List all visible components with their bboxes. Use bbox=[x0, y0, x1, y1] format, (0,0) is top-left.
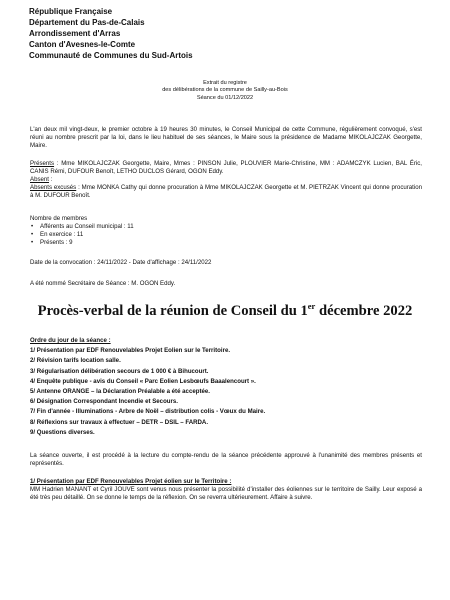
opening-paragraph: La séance ouverte, il est procédé à la lecture du compte-rendu de la séance précédente approuvé à l'unanimité des membres présents et représentés. bbox=[30, 452, 422, 468]
list-item: • Présents : 9 bbox=[30, 239, 422, 247]
members-title: Nombre de membres bbox=[30, 215, 88, 222]
section-1 bbox=[30, 478, 422, 502]
absent-text: : bbox=[48, 176, 53, 184]
section-1-text: MM Hadrien MANANT et Cyril JOUVE sont venus nous présenter la possibilité d'installer des éoliennes sur le territoire de Sailly. Leur exposé a été très peu détaillé. On se donne le temps de la réflexion. On se reverra ultérieurement. Affaire à suivre. bbox=[30, 486, 422, 502]
title-end: décembre 2022 bbox=[315, 303, 413, 319]
presents-line bbox=[30, 160, 422, 176]
presents-label: Présents bbox=[30, 160, 55, 167]
agenda-item: 4/ Enquête publique - avis du Conseil « Parc Eolien Lesbœufs Baaalencourt ». bbox=[30, 377, 256, 385]
agenda-heading: Ordre du jour de la séance : bbox=[30, 337, 111, 344]
dates-line: Date de la convocation : 24/11/2022 - Date d'affichage : 24/11/2022 bbox=[30, 259, 212, 266]
attendance-block bbox=[30, 160, 422, 200]
members-list bbox=[30, 223, 422, 247]
excuses-line bbox=[30, 184, 422, 200]
extract-line: Extrait du registre bbox=[203, 80, 247, 86]
secretary-line: A été nommé Secrétaire de Séance : M. OGON Eddy. bbox=[30, 280, 176, 287]
presents-text: : Mme MIKOLAJCZAK Georgette, Maire, Mmes : PINSON Julie, PLOUVIER Marie-Christine, MM : ADAMCZYK Lucien, BAL Éric, CANIS Rémi, DUFOUR Benoît, LETHO DUCLOS Gérard, OGON Eddy. bbox=[30, 160, 422, 176]
agenda-block bbox=[30, 336, 265, 438]
absent-line bbox=[30, 176, 422, 184]
title-main: Procès-verbal de la réunion de Conseil du 1 bbox=[37, 303, 308, 319]
excuses-text: : Mme MONKA Cathy qui donne procuration à Mme MIKOLAJCZAK Georgette et M. PIETRZAK Vincent qui donne procuration à M. DUFOUR Benoît. bbox=[30, 184, 423, 200]
extract-line: Séance du 01/12/2022 bbox=[196, 94, 254, 101]
absent-label: Absent bbox=[30, 176, 49, 184]
excuses-label: Absents excusés bbox=[30, 184, 77, 192]
document-header bbox=[29, 6, 193, 61]
agenda-item: 7/ Fin d'année - Illuminations - Arbre de Noël – distribution colis - Vœux du Maire. bbox=[30, 408, 266, 416]
list-item: • En exercice : 11 bbox=[30, 231, 422, 239]
members-block bbox=[30, 215, 422, 247]
agenda-item: 6/ Désignation Correspondant Incendie et Secours. bbox=[30, 398, 178, 406]
header-line: Arrondissement d'Arras bbox=[29, 29, 121, 38]
agenda-item: 8/ Réflexions sur travaux à effectuer – DETR – DSIL – FARDA. bbox=[30, 418, 209, 426]
header-line: République Française bbox=[29, 7, 113, 16]
agenda-item: 2/ Révision tarifs location salle. bbox=[30, 357, 121, 365]
agenda-item: 5/ Antenne ORANGE – la Déclaration Préalable a été acceptée. bbox=[30, 388, 210, 396]
extract-line: des délibérations de la commune de Sailly-au-Bois bbox=[162, 87, 288, 94]
header-line: Département du Pas-de-Calais bbox=[29, 18, 145, 27]
header-line: Communauté de Communes du Sud-Artois bbox=[29, 51, 193, 60]
agenda-item: 9/ Questions diverses. bbox=[30, 428, 95, 436]
page-title bbox=[0, 302, 450, 320]
header-line: Canton d'Avesnes-le-Comte bbox=[29, 40, 136, 49]
register-extract bbox=[0, 80, 450, 102]
intro-paragraph: L'an deux mil vingt-deux, le premier octobre à 19 heures 30 minutes, le Conseil Municipal de cette Commune, régulièrement convoqué, s'est réuni au nombre prescrit par la loi, dans le lieu habituel de ses séances, le Maire sous la présidence de Madame MIKOLAJCZAK Georgette, Maire. bbox=[30, 126, 422, 150]
list-item: • Afférents au Conseil municipal : 11 bbox=[30, 223, 422, 231]
agenda-item: 1/ Présentation par EDF Renouvelables Projet Eolien sur le Territoire. bbox=[30, 347, 231, 355]
agenda-item: 3/ Régularisation délibération secours de 1 000 € à Bihucourt. bbox=[30, 367, 209, 375]
section-1-heading: 1/ Présentation par EDF Renouvelables Projet éolien sur le Territoire : bbox=[30, 478, 232, 485]
title-sup: er bbox=[307, 301, 316, 312]
